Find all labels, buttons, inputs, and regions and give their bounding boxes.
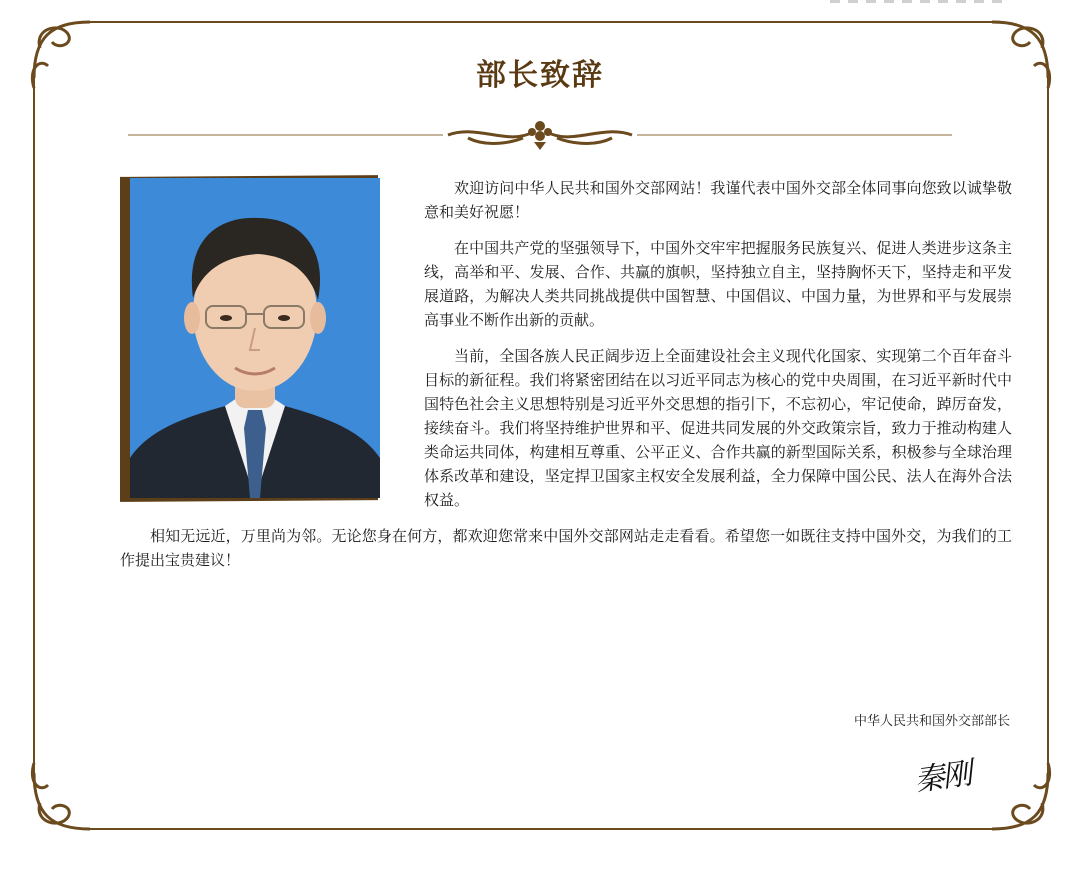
paragraph-leadership: 在中国共产党的坚强领导下，中国外交牢牢把握服务民族复兴、促进人类进步这条主线，高举和平、发展、合作、共赢的旗帜，坚持独立自主，坚持胸怀天下，坚持走和平发展道路，为解决人类共同挑战提供中国智慧、中国倡议、中国力量，为世界和平与发展崇高事业不断作出新的贡献。 (424, 239, 1012, 329)
speech-content (120, 176, 1012, 584)
corner-flourish-bottom-left (32, 763, 90, 829)
ornamental-divider (128, 118, 952, 152)
paragraph-current: 当前，全国各族人民正阔步迈上全面建设社会主义现代化国家、实现第二个百年奋斗目标的新征程。我们将紧密团结在以习近平同志为核心的党中央周围，在习近平新时代中国特色社会主义思想特别是习近平外交思想的指引下，不忘初心，牢记使命，踔厉奋发，接续奋斗。我们将坚持维护世界和平、促进共同发展的外交政策宗旨，致力于推动构建人类命运共同体，构建相互尊重、公平正义、合作共赢的新型国际关系，积极参与全球治理体系改革和建设，坚定捍卫国家主权安全发展利益，全力保障中国公民、法人在海外合法权益。 (424, 347, 1012, 509)
paragraph-closing: 相知无远近，万里尚为邻。无论您身在何方，都欢迎您常来中国外交部网站走走看看。希望您一如既往支持中国外交，为我们的工作提出宝贵建议！ (120, 527, 1012, 569)
paragraph-welcome: 欢迎访问中华人民共和国外交部网站！我谨代表中国外交部全体同事向您致以诚挚敬意和美好祝愿！ (424, 179, 1012, 221)
signature-name: 秦刚 (912, 756, 973, 799)
page-title: 部长致辞 (476, 58, 604, 93)
minister-portrait-image (130, 178, 380, 498)
top-cropped-strip (830, 0, 1010, 6)
signature-office: 中华人民共和国外交部部长 (853, 714, 1010, 729)
corner-flourish-bottom-right (992, 763, 1050, 829)
portrait-photo (120, 176, 382, 502)
